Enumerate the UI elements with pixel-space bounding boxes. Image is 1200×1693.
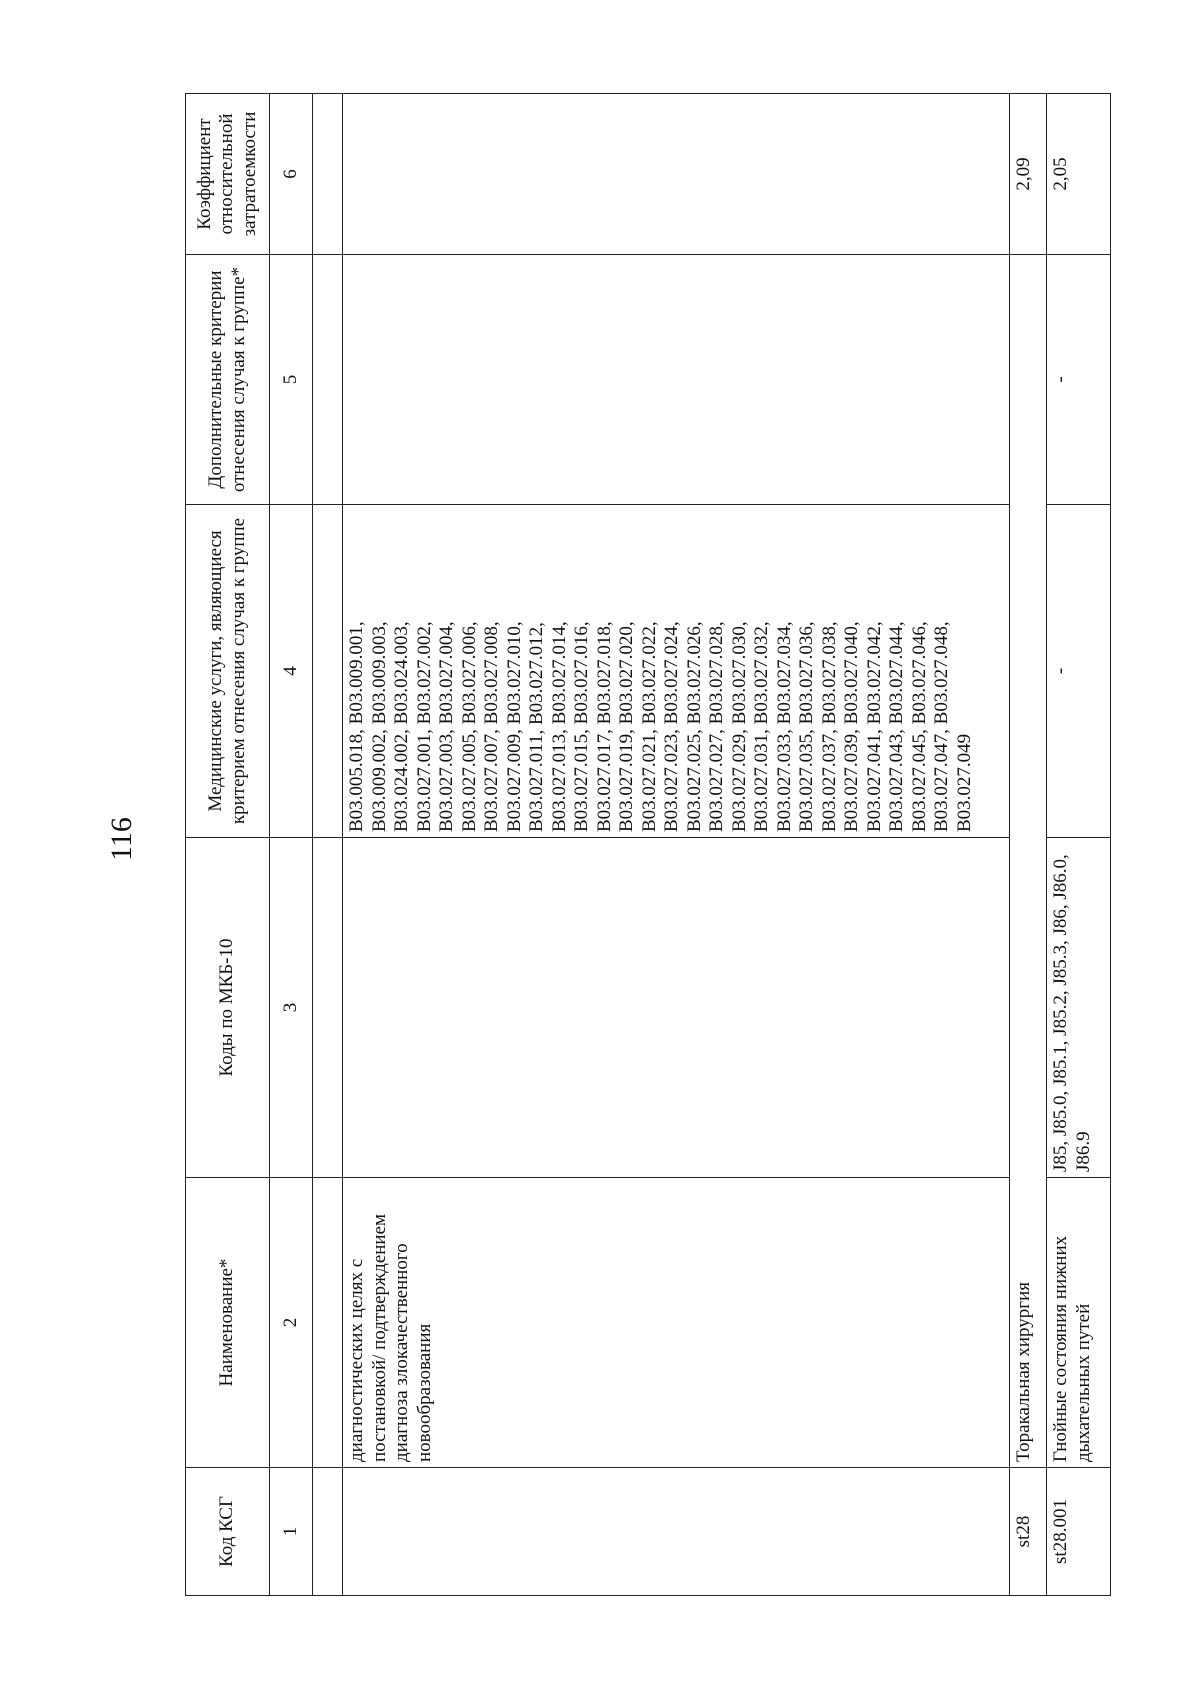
header-extra-criteria: Дополнительные критерии отнесения случая к группе* (186, 255, 270, 505)
header-row (186, 94, 270, 1596)
section-row (1010, 94, 1047, 1596)
cell-extra: - (1047, 255, 1111, 505)
header-icd-codes: Коды по МКБ-10 (186, 838, 270, 1178)
ksg-table (185, 93, 1111, 1596)
rotated-table-wrapper (185, 94, 1111, 1596)
cell-services: - (1047, 505, 1111, 838)
col-num-3: 3 (270, 838, 313, 1178)
col-num-1: 1 (270, 1468, 313, 1596)
cell-name: Гнойные состояния нижних дыхательных путей (1047, 1178, 1111, 1468)
header-ksg-code: Код КСГ (186, 1468, 270, 1596)
spacer-row (313, 94, 343, 1596)
cell-code (343, 1468, 1010, 1596)
section-coef: 2,09 (1010, 94, 1047, 255)
table-row (1047, 94, 1111, 1596)
cell-name: диагностических целях с постановкой/ подтверждением диагноза злокачественного новообразования (343, 1178, 1010, 1468)
section-name: Торакальная хирургия (1010, 255, 1047, 1468)
cell-code: st28.001 (1047, 1468, 1111, 1596)
header-coefficient: Коэффициент относительной затратоемкости (186, 94, 270, 255)
section-code: st28 (1010, 1468, 1047, 1596)
col-num-4: 4 (270, 505, 313, 838)
cell-extra (343, 255, 1010, 505)
page-number: 116 (105, 817, 138, 861)
header-name: Наименование* (186, 1178, 270, 1468)
cell-services: B03.005.018, B03.009.001, B03.009.002, B03.009.003, B03.024.002, B03.024.003, B03.027.001, B03.027.002, B03.027.003, B03.027.004, B03.027.005, B03.027.006, B03.027.007, B03.027.008, B03.027.009, B03.027.010, B03.027.011, B03.027.012, B03.027.013, B03.027.014, B03.027.015, B03.027.016, B03.027.017, B03.027.018, B03.027.019, B03.027.020, B03.027.021, B03.027.022, B03.027.023, B03.027.024, B03.027.025, B03.027.026, B03.027.027, B03.027.028, B03.027.029, B03.027.030, B03.027.031, B03.027.032, B03.027.033, B03.027.034, B03.027.035, B03.027.036, B03.027.037, B03.027.038, B03.027.039, B03.027.040, B03.027.041, B03.027.042, B03.027.043, B03.027.044, B03.027.045, B03.027.046, B03.027.047, B03.027.048, B03.027.049 (343, 505, 1010, 838)
column-number-row (270, 94, 313, 1596)
cell-coef: 2,05 (1047, 94, 1111, 255)
col-num-2: 2 (270, 1178, 313, 1468)
cell-icd (343, 838, 1010, 1178)
col-num-5: 5 (270, 255, 313, 505)
table-row (343, 94, 1010, 1596)
header-services: Медицинские услуги, являющиеся критерием отнесения случая к группе (186, 505, 270, 838)
cell-coef (343, 94, 1010, 255)
cell-icd: J85, J85.0, J85.1, J85.2, J85.3, J86, J86.0, J86.9 (1047, 838, 1111, 1178)
col-num-6: 6 (270, 94, 313, 255)
